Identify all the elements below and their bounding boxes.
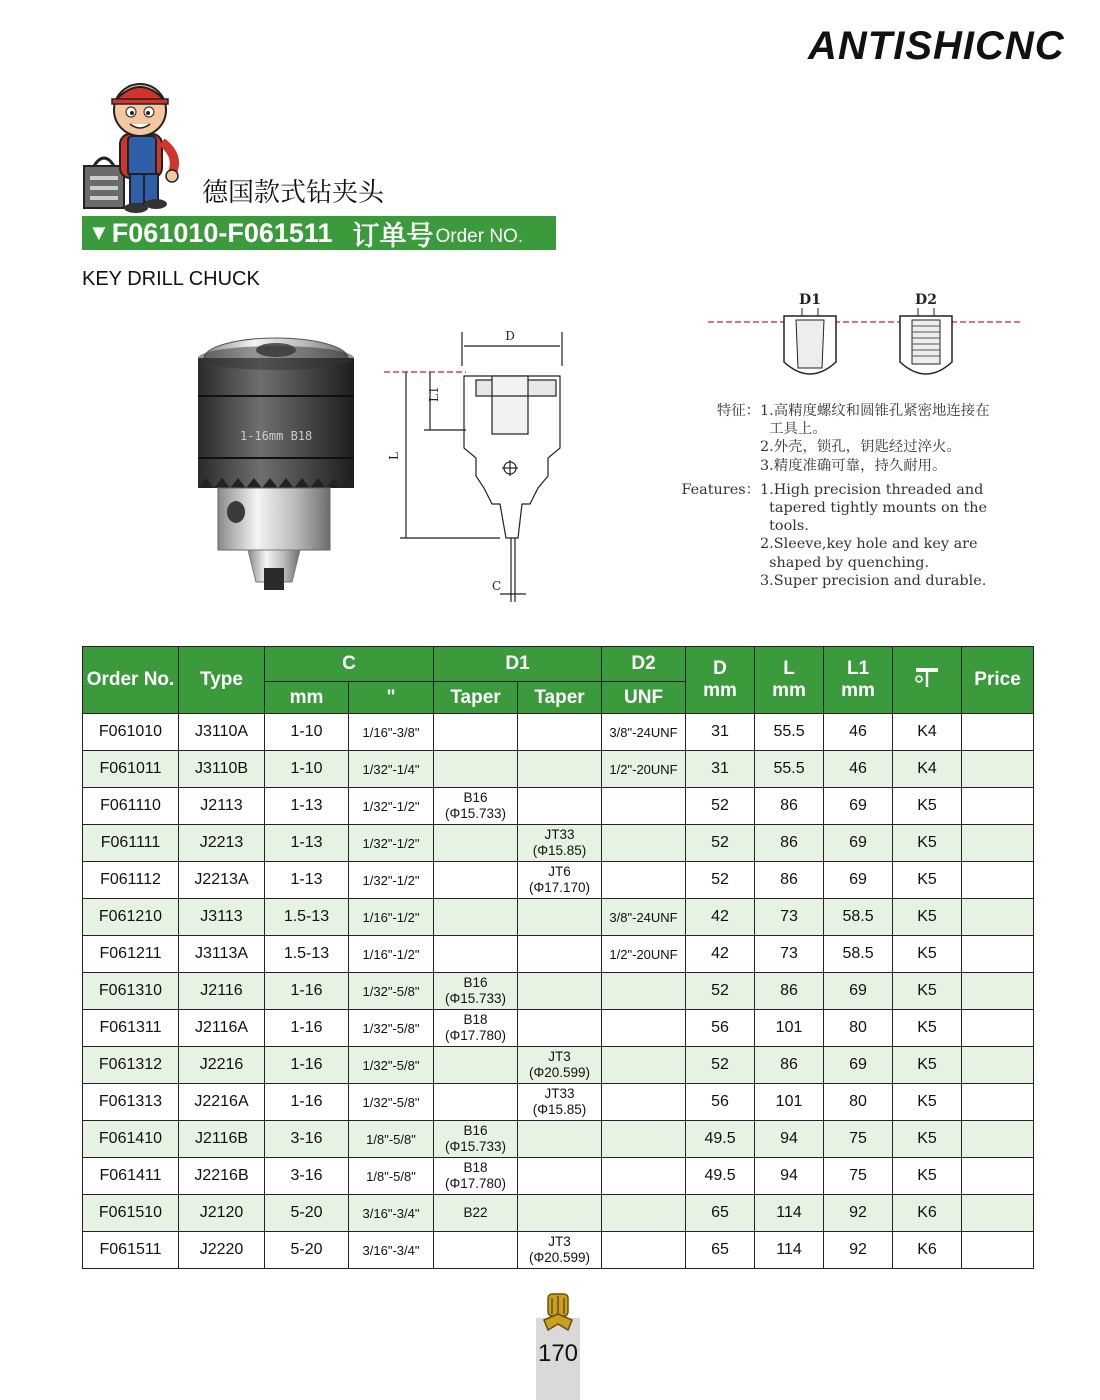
col-d1: D1 bbox=[434, 647, 602, 682]
chuck-key-icon bbox=[912, 665, 942, 689]
col-type: Type bbox=[179, 647, 265, 714]
cell-c-mm: 1-16 bbox=[265, 1084, 349, 1121]
col-d1-taper-jt: Taper bbox=[518, 682, 602, 714]
cell-c-inch: 3/16"-3/4" bbox=[349, 1195, 434, 1232]
cell-d1-taper-jt bbox=[518, 1010, 602, 1047]
cell-price bbox=[962, 825, 1034, 862]
cell-d1-taper-b bbox=[434, 751, 518, 788]
col-d bbox=[686, 647, 755, 714]
cell-d1-taper-b bbox=[434, 973, 518, 1010]
features-cn bbox=[678, 402, 990, 475]
drill-chuck-photo bbox=[188, 336, 368, 594]
table-row bbox=[83, 1010, 1034, 1047]
cell-c-mm: 3-16 bbox=[265, 1121, 349, 1158]
cell-c-inch: 1/32"-5/8" bbox=[349, 973, 434, 1010]
cell-c-inch: 1/16"-1/2" bbox=[349, 936, 434, 973]
cell-d1-taper-b-diameter: (Φ15.733) bbox=[444, 1139, 507, 1154]
cell-d1-taper-jt bbox=[518, 825, 602, 862]
cell-d: 52 bbox=[686, 825, 755, 862]
cell-d1-taper-jt-code: JT33 bbox=[544, 1086, 575, 1101]
cell-order-no: F061210 bbox=[83, 899, 179, 936]
col-c-mm: mm bbox=[265, 682, 349, 714]
cell-d1-taper-b bbox=[434, 899, 518, 936]
table-row bbox=[83, 936, 1034, 973]
page-mascot-icon bbox=[538, 1290, 578, 1334]
cell-d1-taper-b bbox=[434, 1084, 518, 1121]
cell-type: J2213 bbox=[179, 825, 265, 862]
order-label-cn: 订单号 bbox=[352, 220, 434, 252]
features-en-items bbox=[760, 481, 987, 590]
table-row bbox=[83, 1047, 1034, 1084]
cell-l: 86 bbox=[755, 1047, 824, 1084]
cell-price bbox=[962, 1084, 1034, 1121]
cell-d1-taper-jt-code: JT3 bbox=[548, 1049, 571, 1064]
feature-en-item: tools. bbox=[760, 518, 809, 535]
cell-d1-taper-jt-diameter: (Φ17.170) bbox=[528, 880, 591, 895]
cell-c-mm: 1-16 bbox=[265, 1010, 349, 1047]
cell-d2-unf bbox=[602, 1047, 686, 1084]
chuck-size-marking: 1-16mm B18 bbox=[240, 429, 313, 443]
cell-key: K5 bbox=[893, 1047, 962, 1084]
cell-order-no: F061511 bbox=[83, 1232, 179, 1269]
cell-d1-taper-jt bbox=[518, 1121, 602, 1158]
cell-d1-taper-b bbox=[434, 714, 518, 751]
col-l-unit: mm bbox=[772, 680, 806, 701]
cell-order-no: F061312 bbox=[83, 1047, 179, 1084]
cell-d1-taper-jt-code: JT33 bbox=[544, 827, 575, 842]
cell-l1: 92 bbox=[824, 1232, 893, 1269]
cell-type: J2116 bbox=[179, 973, 265, 1010]
cell-d1-taper-jt bbox=[518, 862, 602, 899]
table-row bbox=[83, 1084, 1034, 1121]
cell-price bbox=[962, 862, 1034, 899]
cell-d1-taper-b bbox=[434, 788, 518, 825]
cell-l1: 69 bbox=[824, 825, 893, 862]
cell-type: J2120 bbox=[179, 1195, 265, 1232]
cell-key: K5 bbox=[893, 1121, 962, 1158]
cell-l: 55.5 bbox=[755, 751, 824, 788]
cell-c-mm: 5-20 bbox=[265, 1195, 349, 1232]
cell-d1-taper-jt-diameter: (Φ20.599) bbox=[528, 1250, 591, 1265]
mascot-illustration bbox=[80, 70, 190, 215]
cell-c-inch: 1/8"-5/8" bbox=[349, 1158, 434, 1195]
cell-c-mm: 5-20 bbox=[265, 1232, 349, 1269]
cell-c-inch: 1/32"-1/2" bbox=[349, 788, 434, 825]
cell-type: J2116B bbox=[179, 1121, 265, 1158]
cell-l: 94 bbox=[755, 1158, 824, 1195]
cell-c-mm: 1-13 bbox=[265, 825, 349, 862]
label-D1: D1 bbox=[799, 292, 821, 308]
cell-l: 73 bbox=[755, 899, 824, 936]
cell-d: 31 bbox=[686, 714, 755, 751]
feature-en-item: 1.High precision threaded and bbox=[760, 481, 984, 498]
cell-price bbox=[962, 751, 1034, 788]
cell-d2-unf bbox=[602, 1084, 686, 1121]
cell-l1: 80 bbox=[824, 1084, 893, 1121]
cell-l: 114 bbox=[755, 1195, 824, 1232]
label-C: C bbox=[492, 579, 502, 593]
cell-d1-taper-jt-diameter: (Φ15.85) bbox=[532, 1102, 587, 1117]
label-D2: D2 bbox=[915, 292, 937, 308]
order-number-banner bbox=[82, 216, 556, 250]
cell-key: K5 bbox=[893, 1010, 962, 1047]
cell-price bbox=[962, 1047, 1034, 1084]
cell-price bbox=[962, 788, 1034, 825]
cell-order-no: F061310 bbox=[83, 973, 179, 1010]
col-d2: D2 bbox=[602, 647, 686, 682]
cell-price bbox=[962, 1010, 1034, 1047]
cell-c-mm: 3-16 bbox=[265, 1158, 349, 1195]
table-header-row bbox=[83, 647, 1034, 682]
cell-l1: 92 bbox=[824, 1195, 893, 1232]
col-l-label: L bbox=[783, 658, 795, 679]
cell-type: J2213A bbox=[179, 862, 265, 899]
cell-price bbox=[962, 1232, 1034, 1269]
cell-c-mm: 1.5-13 bbox=[265, 899, 349, 936]
order-range: F061010-F061511 bbox=[111, 217, 333, 248]
cell-c-mm: 1-10 bbox=[265, 714, 349, 751]
cell-key: K5 bbox=[893, 788, 962, 825]
triangle-down-icon: ▼ bbox=[88, 220, 110, 245]
cell-d1-taper-jt bbox=[518, 788, 602, 825]
feature-en-item: 2.Sleeve,key hole and key are bbox=[760, 536, 978, 553]
feature-en-item: tapered tightly mounts on the bbox=[760, 500, 988, 517]
cell-d2-unf: 3/8"-24UNF bbox=[602, 714, 686, 751]
cell-d2-unf bbox=[602, 788, 686, 825]
cell-d2-unf: 3/8"-24UNF bbox=[602, 899, 686, 936]
cell-c-inch: 1/32"-5/8" bbox=[349, 1084, 434, 1121]
cell-l: 114 bbox=[755, 1232, 824, 1269]
cell-d: 52 bbox=[686, 1047, 755, 1084]
cell-key: K5 bbox=[893, 973, 962, 1010]
cell-order-no: F061410 bbox=[83, 1121, 179, 1158]
cell-type: J2216 bbox=[179, 1047, 265, 1084]
cell-price bbox=[962, 899, 1034, 936]
cell-c-mm: 1-13 bbox=[265, 862, 349, 899]
cell-d1-taper-b-diameter: (Φ17.780) bbox=[444, 1176, 507, 1191]
cell-d: 65 bbox=[686, 1232, 755, 1269]
cell-l1: 69 bbox=[824, 788, 893, 825]
cell-c-inch: 3/16"-3/4" bbox=[349, 1232, 434, 1269]
cell-d: 52 bbox=[686, 788, 755, 825]
cell-d: 52 bbox=[686, 973, 755, 1010]
cell-d1-taper-b-diameter: (Φ15.733) bbox=[444, 806, 507, 821]
cell-l1: 46 bbox=[824, 751, 893, 788]
cell-d1-taper-b-code: B16 bbox=[463, 790, 488, 805]
cell-l: 86 bbox=[755, 973, 824, 1010]
cell-c-inch: 1/32"-1/2" bbox=[349, 862, 434, 899]
cell-l1: 58.5 bbox=[824, 899, 893, 936]
cell-l: 101 bbox=[755, 1084, 824, 1121]
cell-type: J2113 bbox=[179, 788, 265, 825]
cell-type: J3113 bbox=[179, 899, 265, 936]
features-en bbox=[678, 481, 990, 590]
cell-d1-taper-jt bbox=[518, 714, 602, 751]
brand-logo bbox=[808, 24, 1068, 68]
spec-table bbox=[82, 646, 1034, 1269]
cell-type: J2116A bbox=[179, 1010, 265, 1047]
cell-d1-taper-b bbox=[434, 1158, 518, 1195]
cell-price bbox=[962, 973, 1034, 1010]
cell-d1-taper-jt bbox=[518, 1158, 602, 1195]
table-row bbox=[83, 899, 1034, 936]
features-en-label: Features： bbox=[681, 481, 760, 498]
cell-l: 86 bbox=[755, 825, 824, 862]
cell-d2-unf bbox=[602, 1121, 686, 1158]
cell-c-inch: 1/16"-1/2" bbox=[349, 899, 434, 936]
cell-d2-unf bbox=[602, 973, 686, 1010]
table-row bbox=[83, 788, 1034, 825]
cell-d1-taper-jt bbox=[518, 1232, 602, 1269]
product-title-cn: 德国款式钻夹头 bbox=[202, 178, 385, 208]
cell-d2-unf bbox=[602, 1232, 686, 1269]
table-row bbox=[83, 973, 1034, 1010]
cell-d1-taper-jt-code: JT3 bbox=[548, 1234, 571, 1249]
cell-c-mm: 1-13 bbox=[265, 788, 349, 825]
cell-type: J3110B bbox=[179, 751, 265, 788]
col-l bbox=[755, 647, 824, 714]
cell-order-no: F061111 bbox=[83, 825, 179, 862]
cell-c-inch: 1/32"-5/8" bbox=[349, 1047, 434, 1084]
cell-d2-unf bbox=[602, 1195, 686, 1232]
cell-key: K5 bbox=[893, 825, 962, 862]
col-c-inch: " bbox=[349, 682, 434, 714]
cell-l1: 69 bbox=[824, 862, 893, 899]
dimension-drawing bbox=[380, 326, 580, 606]
cell-order-no: F061010 bbox=[83, 714, 179, 751]
cell-d1-taper-b-code: B16 bbox=[463, 975, 488, 990]
feature-cn-item: 工具上。 bbox=[760, 421, 827, 438]
features-block bbox=[678, 402, 990, 590]
table-row bbox=[83, 825, 1034, 862]
cell-d2-unf: 1/2"-20UNF bbox=[602, 936, 686, 973]
cell-c-inch: 1/8"-5/8" bbox=[349, 1121, 434, 1158]
cell-c-inch: 1/16"-3/8" bbox=[349, 714, 434, 751]
product-subtitle: KEY DRILL CHUCK bbox=[82, 268, 260, 290]
cell-l: 101 bbox=[755, 1010, 824, 1047]
cell-d1-taper-jt-diameter: (Φ20.599) bbox=[528, 1065, 591, 1080]
cell-d1-taper-b bbox=[434, 936, 518, 973]
cell-order-no: F061510 bbox=[83, 1195, 179, 1232]
page-number: 170 bbox=[537, 1340, 579, 1367]
cell-d1-taper-b bbox=[434, 1195, 518, 1232]
cell-c-inch: 1/32"-5/8" bbox=[349, 1010, 434, 1047]
cell-d1-taper-b bbox=[434, 1047, 518, 1084]
label-L1: L1 bbox=[427, 386, 441, 402]
feature-cn-item: 1.高精度螺纹和圆锥孔紧密地连接在 bbox=[760, 403, 990, 419]
cell-l1: 80 bbox=[824, 1010, 893, 1047]
table-row bbox=[83, 714, 1034, 751]
cell-d2-unf bbox=[602, 862, 686, 899]
cell-d: 65 bbox=[686, 1195, 755, 1232]
cell-type: J2220 bbox=[179, 1232, 265, 1269]
cell-type: J3113A bbox=[179, 936, 265, 973]
cell-d1-taper-b-diameter: (Φ15.733) bbox=[444, 991, 507, 1006]
cell-d: 31 bbox=[686, 751, 755, 788]
cell-d1-taper-jt bbox=[518, 1195, 602, 1232]
cell-d1-taper-b bbox=[434, 862, 518, 899]
col-l1-label: L1 bbox=[846, 658, 870, 679]
cell-order-no: F061411 bbox=[83, 1158, 179, 1195]
cell-key: K5 bbox=[893, 936, 962, 973]
cell-l: 86 bbox=[755, 788, 824, 825]
cell-order-no: F061110 bbox=[83, 788, 179, 825]
cell-key: K5 bbox=[893, 1158, 962, 1195]
cell-l: 73 bbox=[755, 936, 824, 973]
cell-l1: 75 bbox=[824, 1158, 893, 1195]
col-price: Price bbox=[962, 647, 1034, 714]
cell-order-no: F061211 bbox=[83, 936, 179, 973]
cell-l1: 75 bbox=[824, 1121, 893, 1158]
cell-price bbox=[962, 1158, 1034, 1195]
cell-key: K5 bbox=[893, 899, 962, 936]
col-key bbox=[893, 647, 962, 714]
cell-d2-unf bbox=[602, 825, 686, 862]
cell-d1-taper-jt bbox=[518, 936, 602, 973]
feature-en-item: 3.Super precision and durable. bbox=[760, 572, 987, 589]
cell-l1: 69 bbox=[824, 1047, 893, 1084]
features-cn-items bbox=[760, 402, 990, 475]
brand-logo-text: ANTISHICNC bbox=[808, 24, 1065, 68]
cell-c-inch: 1/32"-1/2" bbox=[349, 825, 434, 862]
cell-price bbox=[962, 1121, 1034, 1158]
cell-c-inch: 1/32"-1/4" bbox=[349, 751, 434, 788]
cell-key: K4 bbox=[893, 714, 962, 751]
col-l1-unit: mm bbox=[841, 680, 875, 701]
cell-d: 49.5 bbox=[686, 1121, 755, 1158]
cell-type: J2216A bbox=[179, 1084, 265, 1121]
cell-d1-taper-jt bbox=[518, 899, 602, 936]
label-D: D bbox=[505, 329, 515, 343]
order-label-en: Order NO. bbox=[435, 226, 524, 247]
cell-d1-taper-b-code: B22 bbox=[463, 1205, 488, 1220]
table-row bbox=[83, 1232, 1034, 1269]
cell-d1-taper-b bbox=[434, 1010, 518, 1047]
cell-order-no: F061011 bbox=[83, 751, 179, 788]
cell-key: K5 bbox=[893, 1084, 962, 1121]
features-cn-label: 特征： bbox=[716, 403, 760, 419]
cell-d1-taper-jt-diameter: (Φ15.85) bbox=[532, 843, 587, 858]
cell-price bbox=[962, 936, 1034, 973]
col-d-unit: mm bbox=[703, 680, 737, 701]
cell-c-mm: 1.5-13 bbox=[265, 936, 349, 973]
feature-cn-item: 2.外壳，锁孔，钥匙经过淬火。 bbox=[760, 439, 961, 456]
cell-key: K5 bbox=[893, 862, 962, 899]
cell-l: 86 bbox=[755, 862, 824, 899]
feature-en-item: shaped by quenching. bbox=[760, 554, 930, 571]
cell-key: K6 bbox=[893, 1232, 962, 1269]
cell-d1-taper-b bbox=[434, 1121, 518, 1158]
cell-d: 42 bbox=[686, 936, 755, 973]
col-d2-unf: UNF bbox=[602, 682, 686, 714]
cell-d1-taper-b bbox=[434, 1232, 518, 1269]
d1-d2-section-drawing bbox=[706, 288, 1026, 388]
cell-type: J2216B bbox=[179, 1158, 265, 1195]
cell-d1-taper-jt bbox=[518, 1084, 602, 1121]
cell-price bbox=[962, 714, 1034, 751]
cell-d1-taper-jt bbox=[518, 973, 602, 1010]
cell-d1-taper-b-diameter: (Φ17.780) bbox=[444, 1028, 507, 1043]
table-row bbox=[83, 751, 1034, 788]
col-d1-taper-b: Taper bbox=[434, 682, 518, 714]
cell-d1-taper-b-code: B18 bbox=[463, 1160, 488, 1175]
col-l1 bbox=[824, 647, 893, 714]
cell-d1-taper-jt bbox=[518, 751, 602, 788]
col-c: C bbox=[265, 647, 434, 682]
cell-d1-taper-jt-code: JT6 bbox=[548, 864, 571, 879]
table-row bbox=[83, 1121, 1034, 1158]
cell-order-no: F061311 bbox=[83, 1010, 179, 1047]
table-row bbox=[83, 862, 1034, 899]
cell-key: K4 bbox=[893, 751, 962, 788]
cell-d2-unf bbox=[602, 1010, 686, 1047]
label-L: L bbox=[387, 452, 401, 460]
cell-l: 94 bbox=[755, 1121, 824, 1158]
cell-l1: 58.5 bbox=[824, 936, 893, 973]
cell-l1: 46 bbox=[824, 714, 893, 751]
cell-d: 56 bbox=[686, 1010, 755, 1047]
cell-d: 52 bbox=[686, 862, 755, 899]
cell-c-mm: 1-16 bbox=[265, 1047, 349, 1084]
cell-price bbox=[962, 1195, 1034, 1232]
cell-d1-taper-b bbox=[434, 825, 518, 862]
col-order-no: Order No. bbox=[83, 647, 179, 714]
table-row bbox=[83, 1158, 1034, 1195]
cell-d: 49.5 bbox=[686, 1158, 755, 1195]
cell-d: 56 bbox=[686, 1084, 755, 1121]
cell-d: 42 bbox=[686, 899, 755, 936]
cell-d1-taper-b-code: B16 bbox=[463, 1123, 488, 1138]
cell-c-mm: 1-16 bbox=[265, 973, 349, 1010]
cell-d1-taper-jt bbox=[518, 1047, 602, 1084]
table-row bbox=[83, 1195, 1034, 1232]
cell-order-no: F061313 bbox=[83, 1084, 179, 1121]
col-d-label: D bbox=[713, 658, 727, 679]
cell-c-mm: 1-10 bbox=[265, 751, 349, 788]
cell-l: 55.5 bbox=[755, 714, 824, 751]
cell-d2-unf bbox=[602, 1158, 686, 1195]
cell-d2-unf: 1/2"-20UNF bbox=[602, 751, 686, 788]
cell-order-no: F061112 bbox=[83, 862, 179, 899]
cell-d1-taper-b-code: B18 bbox=[463, 1012, 488, 1027]
cell-type: J3110A bbox=[179, 714, 265, 751]
feature-cn-item: 3.精度准确可靠，持久耐用。 bbox=[760, 457, 947, 474]
cell-key: K6 bbox=[893, 1195, 962, 1232]
cell-l1: 69 bbox=[824, 973, 893, 1010]
